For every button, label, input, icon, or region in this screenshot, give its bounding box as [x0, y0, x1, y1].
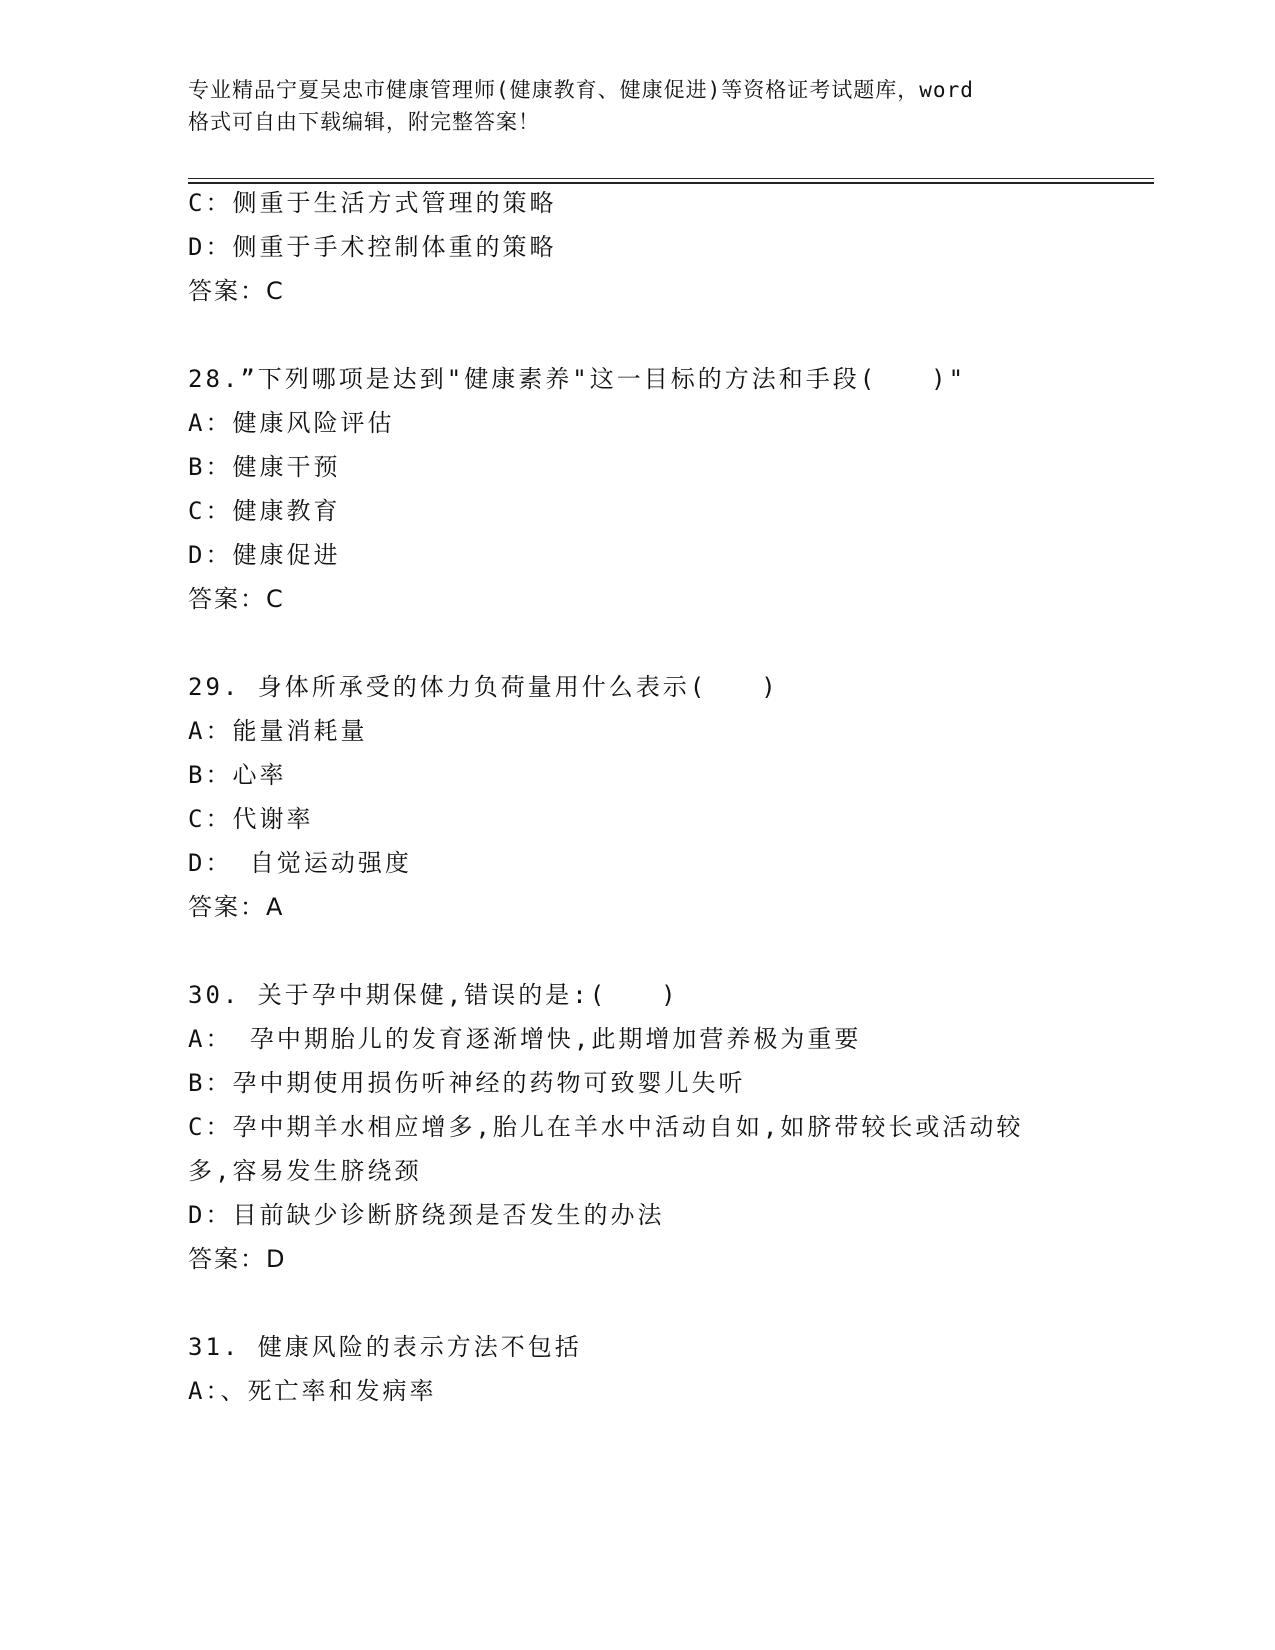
header-line-1: 专业精品宁夏吴忠市健康管理师(健康教育、健康促进)等资格证考试题库，word [188, 78, 974, 102]
q29-stem: 29. 身体所承受的体力负荷量用什么表示( ) [188, 673, 779, 701]
q28-stem: 28.”下列哪项是达到"健康素养"这一目标的方法和手段( )" [188, 365, 967, 393]
q30-option-d: D：目前缺少诊断脐绕颈是否发生的办法 [188, 1201, 665, 1229]
q28-answer: 答案：C [188, 585, 285, 613]
q27-option-c: C：侧重于生活方式管理的策略 [188, 189, 557, 217]
q29-option-c: C：代谢率 [188, 805, 314, 833]
document-header [188, 74, 1068, 138]
q30-option-a: A： 孕中期胎儿的发育逐渐增快,此期增加营养极为重要 [188, 1025, 862, 1053]
q27-option-d: D：侧重于手术控制体重的策略 [188, 233, 557, 261]
q29-answer: 答案：A [188, 893, 285, 921]
q30-option-c: C：孕中期羊水相应增多,胎儿在羊水中活动自如,如脐带较长或活动较 [188, 1113, 1024, 1141]
header-divider-thin [188, 178, 1154, 179]
q29-option-a: A：能量消耗量 [188, 717, 368, 745]
q28-option-d: D：健康促进 [188, 541, 341, 569]
q28-option-b: B：健康干预 [188, 453, 341, 481]
q29-option-d: D： 自觉运动强度 [188, 849, 412, 877]
header-line-2: 格式可自由下载编辑，附完整答案！ [188, 110, 540, 134]
q30-option-b: B：孕中期使用损伤听神经的药物可致婴儿失听 [188, 1069, 746, 1097]
q31-option-a: A：、死亡率和发病率 [188, 1377, 437, 1405]
q29-option-b: B：心率 [188, 761, 287, 789]
header-divider-thick [188, 182, 1154, 184]
q30-answer: 答案：D [188, 1245, 287, 1273]
q30-stem: 30. 关于孕中期保健,错误的是:( ) [188, 981, 679, 1009]
q30-option-c-continued: 多,容易发生脐绕颈 [188, 1157, 422, 1185]
q28-option-a: A：健康风险评估 [188, 409, 395, 437]
q27-answer: 答案：C [188, 277, 285, 305]
q28-option-c: C：健康教育 [188, 497, 341, 525]
q31-stem: 31. 健康风险的表示方法不包括 [188, 1333, 582, 1361]
